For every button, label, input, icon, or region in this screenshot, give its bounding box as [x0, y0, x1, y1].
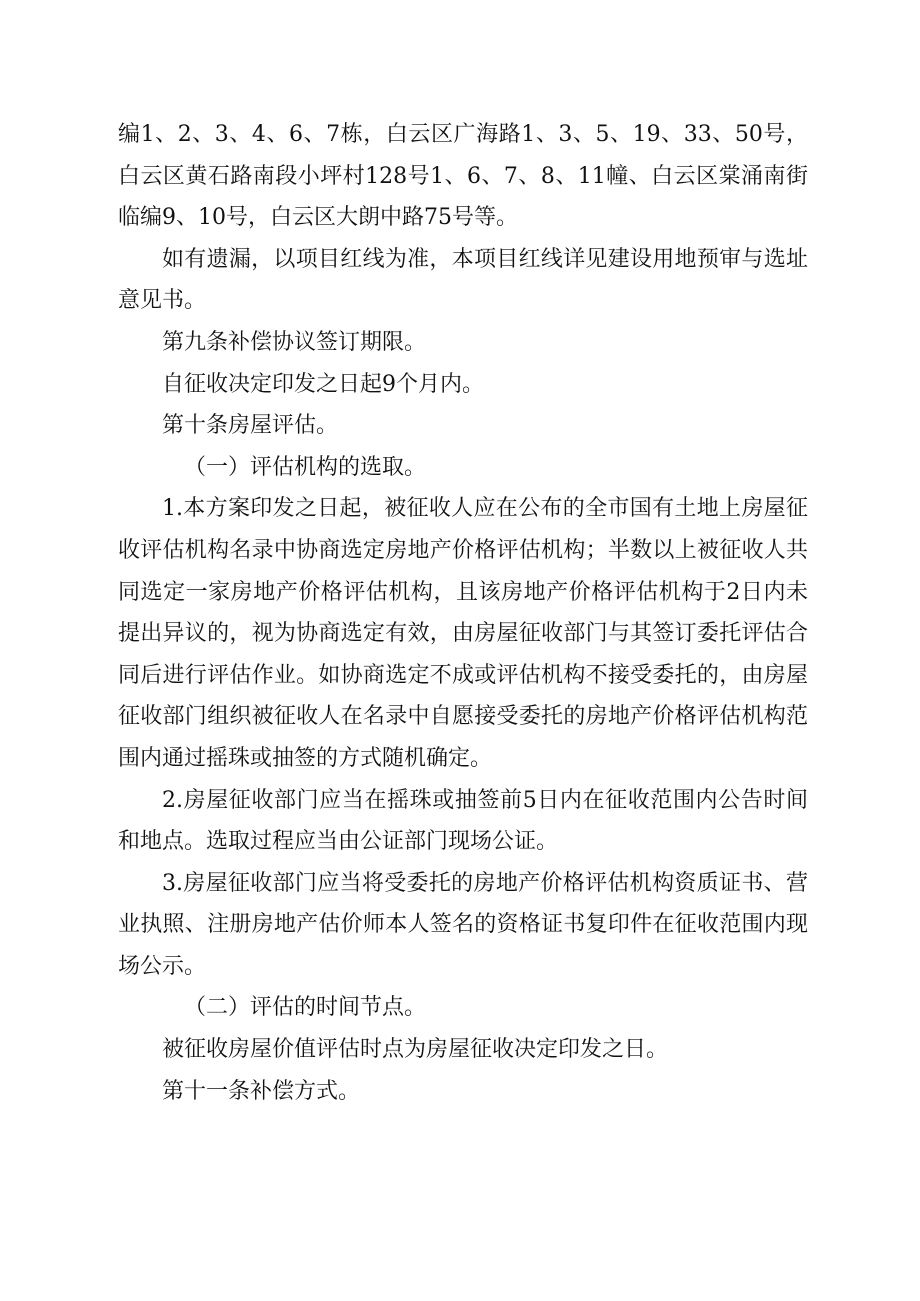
article-9-heading: 第九条补偿协议签订期限。: [162, 329, 427, 355]
article-11-heading: 第十一条补偿方式。: [162, 1078, 361, 1104]
article-10-heading: 第十条房屋评估。: [162, 413, 339, 439]
article-9-body: 自征收决定印发之日起9个月内。: [162, 371, 484, 397]
item-1-paragraph: 1.本方案印发之日起，被征收人应在公布的全市国有土地上房屋征收评估机构名录中协商选定房地产价格评估机构；半数以上被征收人共同选定一家房地产价格评估机构，且该房地产价格评估机构于2日内未提出异议的，视为协商选定有效，由房屋征收部门与其签订委托评估合同后进行评估作业。如协商选定不成或评估机构不接受委托的，由房屋征收部门组织被征收人在名录中自愿接受委托的房地产价格评估机构范围内通过摇珠或抽签的方式随机确定。: [118, 496, 808, 771]
paragraph-omission-note: 如有遗漏，以项目红线为准，本项目红线详见建设用地预审与选址意见书。: [118, 246, 808, 314]
item-3-paragraph: 3.房屋征收部门应当将受委托的房地产价格评估机构资质证书、营业执照、注册房地产估价师本人签名的资格证书复印件在征收范围内现场公示。: [118, 870, 808, 979]
section-2-heading: （二）评估的时间节点。: [184, 995, 427, 1021]
section-2-body: 被征收房屋价值评估时点为房屋征收决定印发之日。: [162, 1037, 669, 1063]
item-2-paragraph: 2.房屋征收部门应当在摇珠或抽签前5日内在征收范围内公告时间和地点。选取过程应当由公证部门现场公证。: [118, 787, 808, 855]
section-1-heading: （一）评估机构的选取。: [184, 454, 427, 480]
paragraph-address-continuation: 编1、2、3、4、6、7栋，白云区广海路1、3、5、19、33、50号，白云区黄石路南段小坪村128号1、6、7、8、11幢、白云区棠涌南街临编9、10号，白云区大朗中路75号等。: [118, 122, 808, 231]
document-body: [118, 114, 808, 1112]
